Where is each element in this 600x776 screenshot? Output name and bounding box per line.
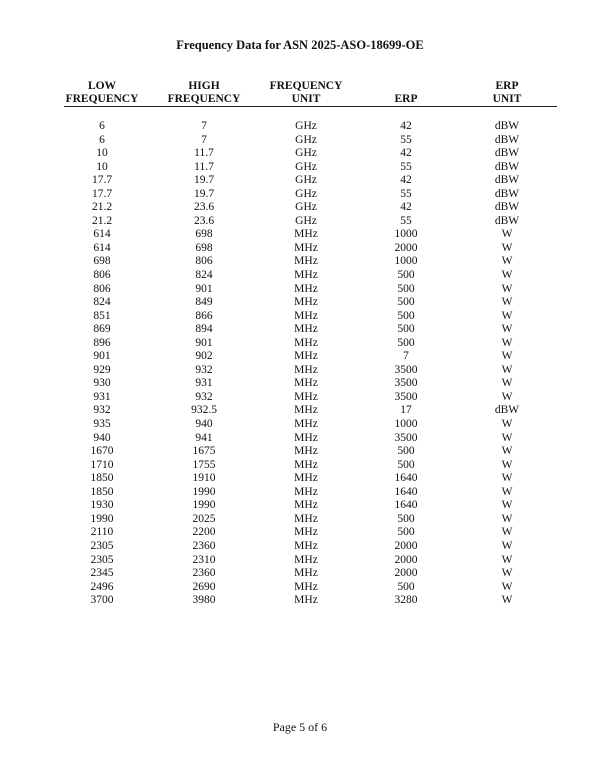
erp-unit-cell: W — [501, 296, 513, 309]
low-frequency-cell: 21.2 — [91, 201, 113, 214]
erp-unit-cell: dBW — [494, 120, 520, 132]
low-frequency-cell: 1850 — [90, 472, 114, 485]
erp-unit-cell: W — [501, 418, 513, 431]
frequency-unit-cell: MHz — [294, 282, 318, 295]
erp-unit-cell: W — [501, 255, 513, 268]
erp-cell: 55 — [400, 187, 412, 200]
erp-cell: 2000 — [394, 567, 418, 580]
erp-unit-cell: dBW — [494, 147, 520, 160]
erp-unit-cell: W — [501, 472, 513, 485]
table-row — [0, 161, 600, 175]
erp-cell: 3500 — [394, 363, 418, 376]
table-row — [0, 486, 600, 500]
low-frequency-cell: 851 — [93, 309, 111, 322]
table-row — [0, 364, 600, 378]
high-frequency-cell: 1910 — [192, 472, 216, 485]
table-row — [0, 513, 600, 527]
page-number: Page 5 of 6 — [272, 720, 328, 734]
frequency-unit-cell: MHz — [294, 580, 318, 593]
high-frequency-cell: 1990 — [192, 499, 216, 512]
erp-cell: 7 — [403, 350, 409, 363]
low-frequency-cell: 931 — [93, 390, 111, 403]
frequency-unit-cell: GHz — [295, 174, 317, 187]
frequency-unit-cell: MHz — [294, 445, 318, 458]
erp-unit-cell: W — [501, 377, 513, 390]
table-row — [0, 323, 600, 337]
header-line1 — [395, 80, 418, 93]
frequency-unit-cell: MHz — [294, 228, 318, 241]
high-frequency-cell: 824 — [195, 269, 213, 282]
low-frequency-cell: 614 — [93, 241, 111, 254]
frequency-unit-cell: MHz — [294, 594, 318, 607]
erp-cell: 55 — [400, 160, 412, 173]
high-frequency-cell: 2200 — [192, 526, 216, 539]
erp-unit-cell: dBW — [494, 133, 520, 146]
erp-cell: 1000 — [394, 228, 418, 241]
table-row — [0, 350, 600, 364]
frequency-unit-cell: GHz — [295, 133, 317, 146]
header-line1: FREQUENCY — [269, 80, 343, 92]
high-frequency-cell: 19.7 — [193, 187, 215, 200]
low-frequency-cell: 824 — [93, 296, 111, 309]
erp-cell: 55 — [400, 214, 412, 227]
erp-cell: 500 — [397, 512, 415, 525]
erp-unit-cell: dBW — [494, 214, 520, 227]
erp-unit-cell: W — [501, 282, 513, 295]
high-frequency-cell: 901 — [195, 336, 213, 349]
erp-unit-cell: dBW — [494, 174, 520, 187]
low-frequency-cell: 10 — [96, 160, 108, 173]
erp-unit-cell: W — [501, 390, 513, 403]
table-row — [0, 337, 600, 351]
erp-unit-cell: W — [501, 363, 513, 376]
frequency-unit-cell: MHz — [294, 309, 318, 322]
frequency-unit-cell: GHz — [295, 214, 317, 227]
high-frequency-cell: 2690 — [192, 580, 216, 593]
high-frequency-cell: 806 — [195, 255, 213, 268]
low-frequency-cell: 614 — [93, 228, 111, 241]
erp-unit-cell: W — [501, 567, 513, 580]
header-line2: ERP — [394, 93, 418, 105]
low-frequency-cell: 2305 — [90, 539, 114, 552]
header-line2: UNIT — [492, 93, 522, 105]
high-frequency-cell: 23.6 — [193, 214, 215, 227]
erp-cell: 500 — [397, 269, 415, 282]
erp-unit-cell: W — [501, 512, 513, 525]
header-rule — [64, 106, 557, 107]
low-frequency-cell: 2345 — [90, 567, 114, 580]
low-frequency-cell: 17.7 — [91, 187, 113, 200]
erp-unit-cell: W — [501, 269, 513, 282]
table-row — [0, 310, 600, 324]
high-frequency-cell: 19.7 — [193, 174, 215, 187]
frequency-unit-cell: MHz — [294, 539, 318, 552]
frequency-unit-cell: MHz — [294, 472, 318, 485]
erp-cell: 1000 — [394, 418, 418, 431]
erp-cell: 500 — [397, 336, 415, 349]
erp-cell: 3280 — [394, 594, 418, 607]
erp-cell: 500 — [397, 282, 415, 295]
frequency-unit-cell: MHz — [294, 336, 318, 349]
frequency-unit-cell: GHz — [295, 147, 317, 160]
frequency-unit-cell: MHz — [294, 485, 318, 498]
header-erp-unit — [493, 80, 522, 106]
low-frequency-cell: 2110 — [90, 526, 114, 539]
frequency-unit-cell: MHz — [294, 377, 318, 390]
low-frequency-cell: 930 — [93, 377, 111, 390]
frequency-unit-cell: GHz — [295, 120, 317, 132]
table-row — [0, 432, 600, 446]
high-frequency-cell: 932.5 — [191, 404, 217, 417]
table-body — [0, 120, 600, 608]
frequency-unit-cell: MHz — [294, 350, 318, 363]
header-low-frequency — [66, 80, 139, 106]
erp-unit-cell: W — [501, 580, 513, 593]
header-high-frequency — [168, 80, 241, 106]
erp-unit-cell: W — [501, 458, 513, 471]
high-frequency-cell: 932 — [195, 363, 213, 376]
erp-cell: 42 — [400, 174, 412, 187]
low-frequency-cell: 10 — [96, 147, 108, 160]
low-frequency-cell: 940 — [93, 431, 111, 444]
erp-unit-cell: dBW — [494, 160, 520, 173]
table-row — [0, 567, 600, 581]
erp-cell: 500 — [397, 309, 415, 322]
low-frequency-cell: 929 — [93, 363, 111, 376]
table-row — [0, 283, 600, 297]
high-frequency-cell: 7 — [201, 120, 207, 132]
header-line1: HIGH — [188, 80, 220, 92]
table-row — [0, 242, 600, 256]
erp-unit-cell: W — [501, 241, 513, 254]
table-row — [0, 377, 600, 391]
high-frequency-cell: 2360 — [192, 539, 216, 552]
high-frequency-cell: 940 — [195, 418, 213, 431]
high-frequency-cell: 2310 — [192, 553, 216, 566]
erp-unit-cell: W — [501, 228, 513, 241]
frequency-unit-cell: GHz — [295, 187, 317, 200]
header-line2: UNIT — [291, 93, 321, 105]
high-frequency-cell: 1990 — [192, 485, 216, 498]
frequency-unit-cell: MHz — [294, 323, 318, 336]
table-row — [0, 581, 600, 595]
frequency-unit-cell: GHz — [295, 160, 317, 173]
erp-unit-cell: W — [501, 594, 513, 607]
frequency-unit-cell: MHz — [294, 526, 318, 539]
erp-cell: 500 — [397, 458, 415, 471]
frequency-unit-cell: MHz — [294, 512, 318, 525]
table-row — [0, 526, 600, 540]
frequency-unit-cell: MHz — [294, 404, 318, 417]
table-row — [0, 228, 600, 242]
low-frequency-cell: 17.7 — [91, 174, 113, 187]
erp-unit-cell: W — [501, 323, 513, 336]
erp-unit-cell: W — [501, 526, 513, 539]
low-frequency-cell: 2496 — [90, 580, 114, 593]
high-frequency-cell: 3980 — [192, 594, 216, 607]
low-frequency-cell: 698 — [93, 255, 111, 268]
high-frequency-cell: 7 — [201, 133, 207, 146]
erp-cell: 55 — [400, 133, 412, 146]
erp-unit-cell: W — [501, 309, 513, 322]
table-row — [0, 201, 600, 215]
low-frequency-cell: 806 — [93, 282, 111, 295]
header-line1: ERP — [495, 80, 519, 92]
erp-cell: 1640 — [394, 499, 418, 512]
erp-cell: 500 — [397, 296, 415, 309]
erp-cell: 1000 — [394, 255, 418, 268]
table-row — [0, 174, 600, 188]
high-frequency-cell: 902 — [195, 350, 213, 363]
frequency-unit-cell: MHz — [294, 431, 318, 444]
high-frequency-cell: 931 — [195, 377, 213, 390]
frequency-unit-cell: MHz — [294, 296, 318, 309]
high-frequency-cell: 11.7 — [194, 147, 214, 160]
frequency-unit-cell: MHz — [294, 363, 318, 376]
header-line2: FREQUENCY — [65, 93, 139, 105]
table-row — [0, 391, 600, 405]
high-frequency-cell: 849 — [195, 296, 213, 309]
erp-cell: 500 — [397, 580, 415, 593]
low-frequency-cell: 1670 — [90, 445, 114, 458]
low-frequency-cell: 1990 — [90, 512, 114, 525]
low-frequency-cell: 869 — [93, 323, 111, 336]
table-row — [0, 296, 600, 310]
table-row — [0, 472, 600, 486]
erp-cell: 3500 — [394, 390, 418, 403]
high-frequency-cell: 698 — [195, 228, 213, 241]
frequency-unit-cell: MHz — [294, 255, 318, 268]
high-frequency-cell: 1755 — [192, 458, 216, 471]
erp-cell: 500 — [397, 445, 415, 458]
table-row — [0, 445, 600, 459]
erp-cell: 500 — [397, 323, 415, 336]
table-row — [0, 147, 600, 161]
table-row — [0, 499, 600, 513]
frequency-unit-cell: GHz — [295, 201, 317, 214]
frequency-unit-cell: MHz — [294, 390, 318, 403]
high-frequency-cell: 941 — [195, 431, 213, 444]
high-frequency-cell: 2360 — [192, 567, 216, 580]
header-frequency-unit — [270, 80, 343, 106]
high-frequency-cell: 901 — [195, 282, 213, 295]
erp-unit-cell: dBW — [494, 187, 520, 200]
frequency-unit-cell: MHz — [294, 269, 318, 282]
high-frequency-cell: 1675 — [192, 445, 216, 458]
erp-unit-cell: W — [501, 499, 513, 512]
low-frequency-cell: 1850 — [90, 485, 114, 498]
erp-cell: 3500 — [394, 377, 418, 390]
erp-cell: 42 — [400, 201, 412, 214]
erp-cell: 500 — [397, 526, 415, 539]
high-frequency-cell: 698 — [195, 241, 213, 254]
erp-cell: 1640 — [394, 485, 418, 498]
erp-unit-cell: dBW — [494, 201, 520, 214]
erp-cell: 3500 — [394, 431, 418, 444]
erp-cell: 42 — [400, 120, 412, 132]
high-frequency-cell: 866 — [195, 309, 213, 322]
erp-cell: 2000 — [394, 539, 418, 552]
high-frequency-cell: 894 — [195, 323, 213, 336]
frequency-unit-cell: MHz — [294, 567, 318, 580]
table-row — [0, 594, 600, 608]
erp-unit-cell: W — [501, 350, 513, 363]
high-frequency-cell: 932 — [195, 390, 213, 403]
high-frequency-cell: 23.6 — [193, 201, 215, 214]
low-frequency-cell: 901 — [93, 350, 111, 363]
low-frequency-cell: 935 — [93, 418, 111, 431]
frequency-unit-cell: MHz — [294, 418, 318, 431]
erp-unit-cell: W — [501, 539, 513, 552]
high-frequency-cell: 11.7 — [194, 160, 214, 173]
table-row — [0, 418, 600, 432]
low-frequency-cell: 21.2 — [91, 214, 113, 227]
frequency-unit-cell: MHz — [294, 458, 318, 471]
page-title: Frequency Data for ASN 2025-ASO-18699-OE — [176, 38, 424, 52]
erp-unit-cell: W — [501, 553, 513, 566]
table-row — [0, 554, 600, 568]
erp-cell: 2000 — [394, 553, 418, 566]
low-frequency-cell: 3700 — [90, 594, 114, 607]
low-frequency-cell: 806 — [93, 269, 111, 282]
low-frequency-cell: 1930 — [90, 499, 114, 512]
low-frequency-cell: 6 — [99, 120, 105, 132]
erp-cell: 1640 — [394, 472, 418, 485]
header-line2: FREQUENCY — [167, 93, 241, 105]
low-frequency-cell: 6 — [99, 133, 105, 146]
erp-unit-cell: W — [501, 445, 513, 458]
table-row — [0, 540, 600, 554]
table-row — [0, 459, 600, 473]
frequency-unit-cell: MHz — [294, 499, 318, 512]
header-erp — [395, 80, 418, 106]
erp-unit-cell: dBW — [494, 404, 520, 417]
erp-unit-cell: W — [501, 431, 513, 444]
frequency-unit-cell: MHz — [294, 241, 318, 254]
table-row — [0, 269, 600, 283]
erp-cell: 17 — [400, 404, 412, 417]
erp-cell: 2000 — [394, 241, 418, 254]
table-row — [0, 404, 600, 418]
high-frequency-cell: 2025 — [192, 512, 216, 525]
erp-unit-cell: W — [501, 485, 513, 498]
low-frequency-cell: 896 — [93, 336, 111, 349]
frequency-unit-cell: MHz — [294, 553, 318, 566]
table-row — [0, 120, 600, 134]
header-line1: LOW — [87, 80, 117, 92]
table-row — [0, 215, 600, 229]
table-row — [0, 255, 600, 269]
table-row — [0, 188, 600, 202]
table-row — [0, 134, 600, 148]
erp-cell: 42 — [400, 147, 412, 160]
low-frequency-cell: 1710 — [90, 458, 114, 471]
low-frequency-cell: 932 — [93, 404, 111, 417]
erp-unit-cell: W — [501, 336, 513, 349]
low-frequency-cell: 2305 — [90, 553, 114, 566]
